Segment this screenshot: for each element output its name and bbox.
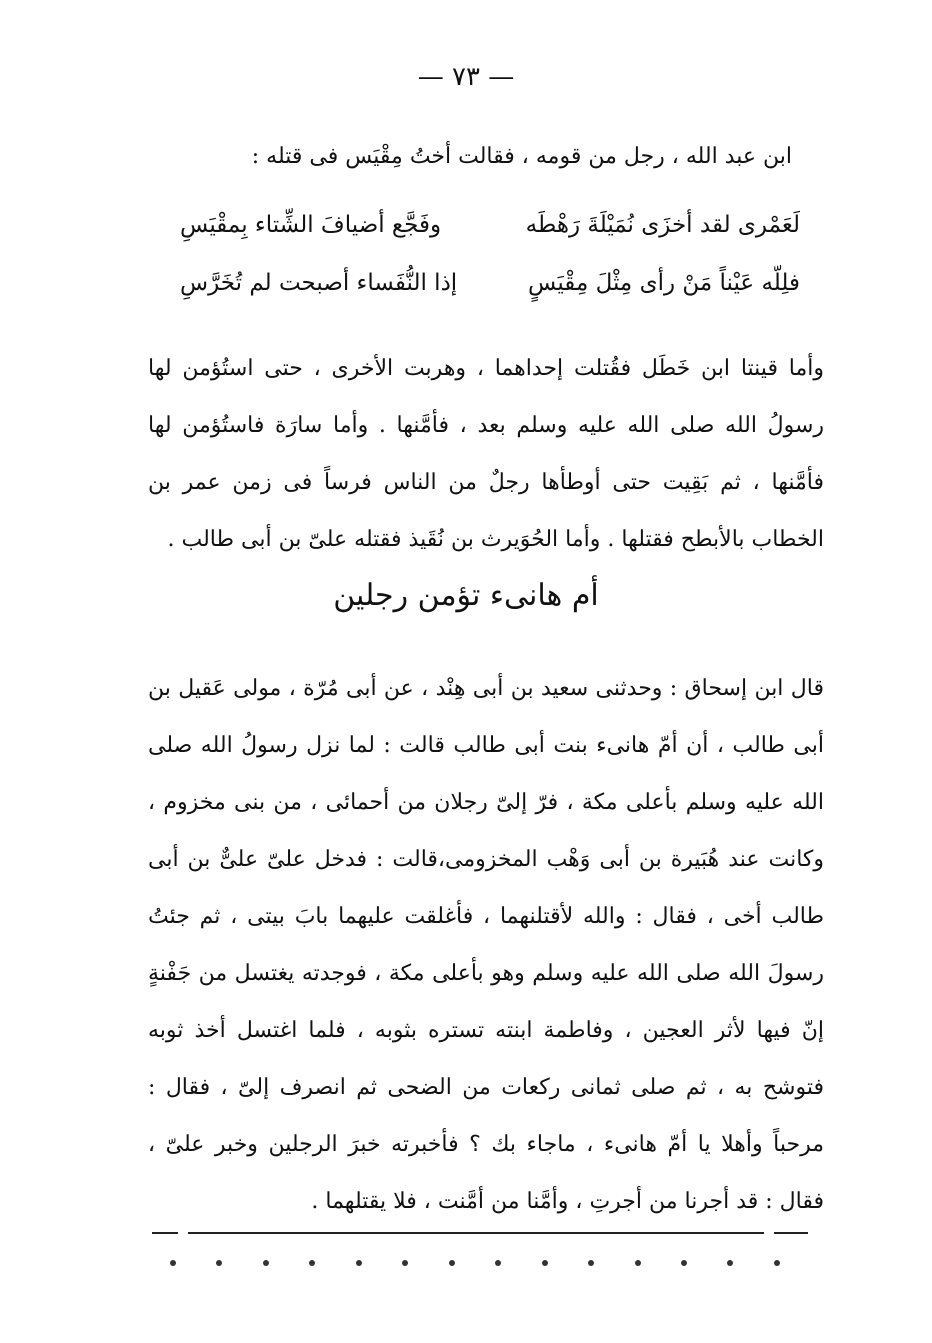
poem-verse [180,254,800,312]
footer-dot [588,1260,594,1266]
footer-dot [402,1260,408,1266]
poem [180,196,800,312]
intro-line: ابن عبد الله ، رجل من قومه ، فقالت أختُ مِقْيَس فى قتله : [251,144,792,169]
footer-dot [309,1260,315,1266]
footer-rule [188,1232,764,1234]
footer-dot-row [170,1250,780,1266]
footer-dot [727,1260,733,1266]
footer-dot [681,1260,687,1266]
footer-dot [356,1260,362,1266]
paragraph-singing-girls: وأما قينتا ابن خَطَل فقُتلت إحداهما ، وهربت الأخرى ، حتى استُؤمن لها رسولُ الله صلى الله عليه وسلم بعد ، فأمَّنها . وأما سارَة فاستُؤمن لها فأمَّنها ، ثم بَقِيت حتى أوطأها رجلٌ من الناس فرساً فى زمن عمر بن الخطاب بالأبطح فقتلها . وأما الحُوَيرث بن نُقَيذ فقتله علىّ بن أبى طالب . [148,356,824,552]
footer-dot [774,1260,780,1266]
footer-dot [216,1260,222,1266]
poem-hemistich-left: وفَجَّع أضيافَ الشِّتاء بِمقْيَسِ [180,212,442,238]
poem-hemistich-left: إذا النُّفَساء أصبحت لم تُخَرَّسِ [180,270,458,296]
section-heading: أم هانىء تؤمن رجلين [333,578,599,613]
poem-hemistich-right: فلِلّه عَيْناً مَنْ رأى مِثْلَ مِقْيَسٍ [528,270,800,296]
footer-dot [635,1260,641,1266]
poem-verse [180,196,800,254]
footer-rule-right [774,1232,808,1234]
footer-dot [263,1260,269,1266]
paragraph-umm-hani: قال ابن إسحاق : وحدثنى سعيد بن أبى هِنْد ، عن أبى مُرّة ، مولى عَقيل بن أبى طالب ، أن أمّ هانىء بنت أبى طالب قالت : لما نزل رسولُ الله صلى الله عليه وسلم بأعلى مكة ، فرّ إلىّ رجلان من أحمائى ، من بنى مخزوم ، وكانت عند هُبَيرة بن أبى وَهْب المخزومى،قالت : فدخل علىّ علىٌّ بن أبى طالب أخى ، فقال : والله لأقتلنهما ، فأغلقت عليهما بابَ بيتى ، ثم جئتُ رسولَ الله صلى الله عليه وسلم وهو بأعلى مكة ، فوجدته يغتسل من جَفْنةٍ إنّ فيها لأثر العجين ، وفاطمة ابنته تستره بثوبه ، فلما اغتسل أخذ ثوبه فتوشح به ، ثم صلى ثمانى ركعات من الضحى ثم انصرف إلىّ ، فقال : مرحباً وأهلا يا أمّ هانىء ، ماجاء بك ؟ فأخبرته خبرَ الرجلين وخبر علىّ ، فقال : قد أجرنا من أجرتِ ، وأمَّنا من أمَّنت ، فلا يقتلهما . [148,676,824,1214]
poem-hemistich-right: لَعَمْرى لقد أخزَى نُمَيْلَةَ رَهْطَه [525,212,800,238]
page-number: — ٧٣ — [417,62,515,92]
footer-dot [495,1260,501,1266]
footer-dot [542,1260,548,1266]
footer-dot [449,1260,455,1266]
footer-dot [170,1260,176,1266]
footer-rule-left [152,1232,178,1234]
